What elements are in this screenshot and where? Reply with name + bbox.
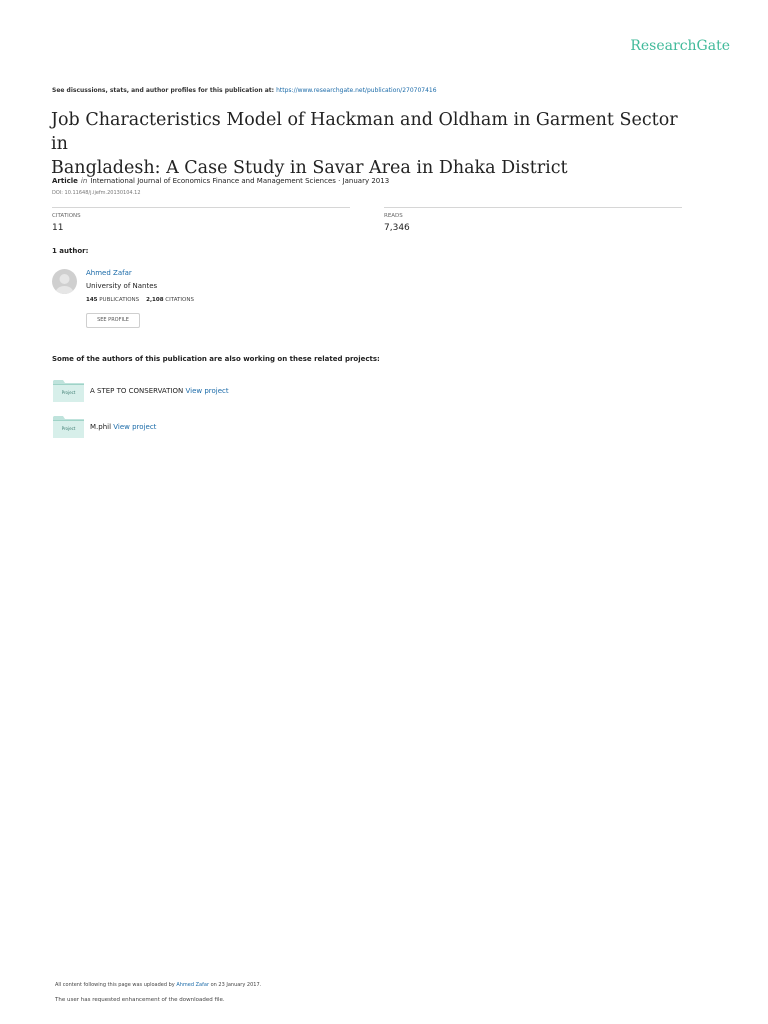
discussion-line: [52, 87, 437, 94]
project-icon-label: Project: [61, 426, 76, 431]
citations-value: 11: [52, 223, 64, 233]
project-name: M.phil: [90, 423, 112, 431]
citations-label: CITATIONS: [52, 213, 81, 219]
project-line: [90, 423, 156, 431]
publication-venue: International Journal of Economics Finance and Management Sciences · January 2013: [90, 177, 390, 185]
author-citations-count: 2,108: [146, 297, 164, 303]
upload-suffix: on 23 January 2017.: [210, 982, 262, 988]
author-avatar[interactable]: [52, 269, 77, 294]
publication-meta: [52, 177, 389, 185]
publication-title: [51, 108, 691, 180]
uploader-link[interactable]: Ahmed Zafar: [176, 982, 209, 988]
author-stats: [86, 297, 194, 303]
discussion-prefix: See discussions, stats, and author profiles for this publication at:: [52, 87, 275, 94]
projects-heading: Some of the authors of this publication are also working on these related projects:: [52, 355, 380, 363]
stats-divider-left: [52, 207, 350, 208]
project-item: [53, 416, 84, 442]
in-word: in: [80, 177, 88, 185]
author-citations-label: CITATIONS: [165, 297, 194, 303]
author-institution: University of Nantes: [86, 282, 158, 290]
authors-heading: 1 author:: [52, 247, 89, 255]
project-name: A STEP TO CONSERVATION: [90, 387, 184, 395]
stats-divider-right: [384, 207, 682, 208]
researchgate-logo[interactable]: ResearchGate: [630, 38, 730, 54]
project-icon-label: Project: [61, 390, 76, 395]
view-project-link[interactable]: View project: [185, 387, 229, 395]
view-project-link[interactable]: View project: [113, 423, 157, 431]
publication-doi: DOI: 10.11648/j.ijefm.20130104.12: [52, 190, 141, 196]
upload-note: [55, 982, 261, 988]
author-publications-label: PUBLICATIONS: [99, 297, 140, 303]
title-line-1: Job Characteristics Model of Hackman and Oldham in Garment Sector in: [51, 110, 678, 154]
reads-label: READS: [384, 213, 403, 219]
publication-type: Article: [52, 177, 78, 185]
see-profile-button[interactable]: SEE PROFILE: [86, 313, 140, 328]
reads-value: 7,346: [384, 223, 410, 233]
author-publications-count: 145: [86, 297, 98, 303]
upload-prefix: All content following this page was uploaded by: [55, 982, 175, 988]
project-line: [90, 387, 229, 395]
enhancement-note: The user has requested enhancement of the downloaded file.: [55, 997, 225, 1003]
publication-url-link[interactable]: https://www.researchgate.net/publication/270707416: [276, 87, 437, 94]
title-line-2: Bangladesh: A Case Study in Savar Area in Dhaka District: [51, 158, 568, 178]
user-silhouette-icon: [52, 269, 77, 294]
author-name-link[interactable]: Ahmed Zafar: [86, 269, 132, 277]
project-item: [53, 380, 84, 406]
